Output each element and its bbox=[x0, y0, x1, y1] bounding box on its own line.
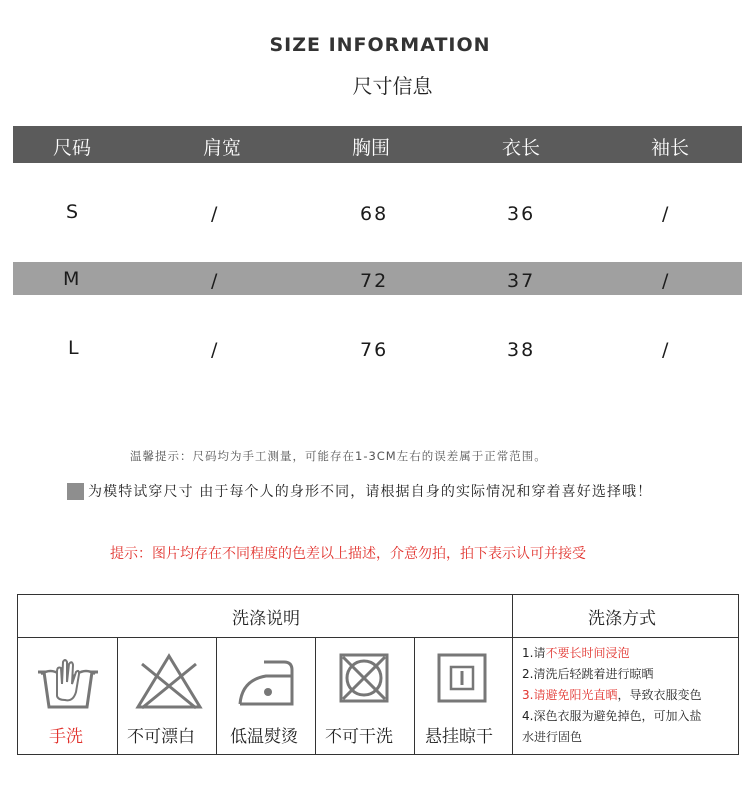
rule-2: 2.清洗后轻跳着进行晾晒 bbox=[522, 667, 654, 681]
cell-shoulder: / bbox=[211, 203, 220, 225]
cell-sleeve: / bbox=[662, 270, 671, 292]
rule-4: 4.深色衣服为避免掉色，可加入盐 bbox=[522, 709, 702, 723]
cell-size: S bbox=[66, 201, 81, 223]
icon-label: 不可干洗 bbox=[325, 727, 393, 747]
wash-title-right: 洗涤方式 bbox=[588, 609, 656, 629]
cell-chest: 68 bbox=[360, 203, 389, 225]
low-iron-icon bbox=[236, 652, 296, 712]
col-sleeve: 袖长 bbox=[651, 137, 690, 159]
measure-tip: 温馨提示：尺码均为手工测量，可能存在1-3CM左右的误差属于正常范围。 bbox=[130, 449, 547, 463]
cell-shoulder: / bbox=[211, 270, 220, 292]
cell-size: M bbox=[63, 268, 82, 290]
cell-length: 37 bbox=[507, 270, 536, 292]
wash-title-left: 洗涤说明 bbox=[232, 609, 300, 629]
col-shoulder: 肩宽 bbox=[203, 137, 242, 159]
icon-label: 不可漂白 bbox=[127, 727, 195, 747]
title-en: SIZE INFORMATION bbox=[269, 34, 491, 56]
col-size: 尺码 bbox=[53, 137, 92, 159]
icon-label: 手洗 bbox=[49, 727, 83, 747]
hang-dry-icon bbox=[436, 652, 488, 712]
cell-size: L bbox=[68, 337, 81, 359]
size-table-header bbox=[13, 126, 742, 163]
icon-label: 低温熨烫 bbox=[230, 727, 298, 747]
rule-4-cont: 水进行固色 bbox=[522, 730, 583, 744]
no-tumble-dry-icon bbox=[338, 652, 390, 712]
col-length: 衣长 bbox=[502, 137, 541, 159]
col-chest: 胸围 bbox=[352, 137, 391, 159]
icon-label: 悬挂晾干 bbox=[425, 727, 493, 747]
cell-shoulder: / bbox=[211, 339, 220, 361]
title-cn: 尺寸信息 bbox=[352, 74, 433, 98]
cell-chest: 76 bbox=[360, 339, 389, 361]
fit-tip-marker bbox=[67, 483, 84, 500]
fit-tip: 为模特试穿尺寸 由于每个人的身形不同，请根据自身的实际情况和穿着喜好选择哦！ bbox=[88, 484, 653, 500]
cell-length: 36 bbox=[507, 203, 536, 225]
cell-sleeve: / bbox=[662, 339, 671, 361]
cell-length: 38 bbox=[507, 339, 536, 361]
rule-3: 3.请避免阳光直晒，导致衣服变色 bbox=[522, 688, 702, 702]
hand-wash-icon bbox=[35, 652, 101, 712]
color-tip: 提示：图片均存在不同程度的色差以上描述，介意勿拍，拍下表示认可并接受 bbox=[110, 546, 586, 562]
wash-rules bbox=[522, 643, 701, 748]
cell-sleeve: / bbox=[662, 203, 671, 225]
cell-chest: 72 bbox=[360, 270, 389, 292]
rule-1: 1.请不要长时间浸泡 bbox=[522, 646, 630, 660]
no-bleach-icon bbox=[134, 652, 204, 712]
